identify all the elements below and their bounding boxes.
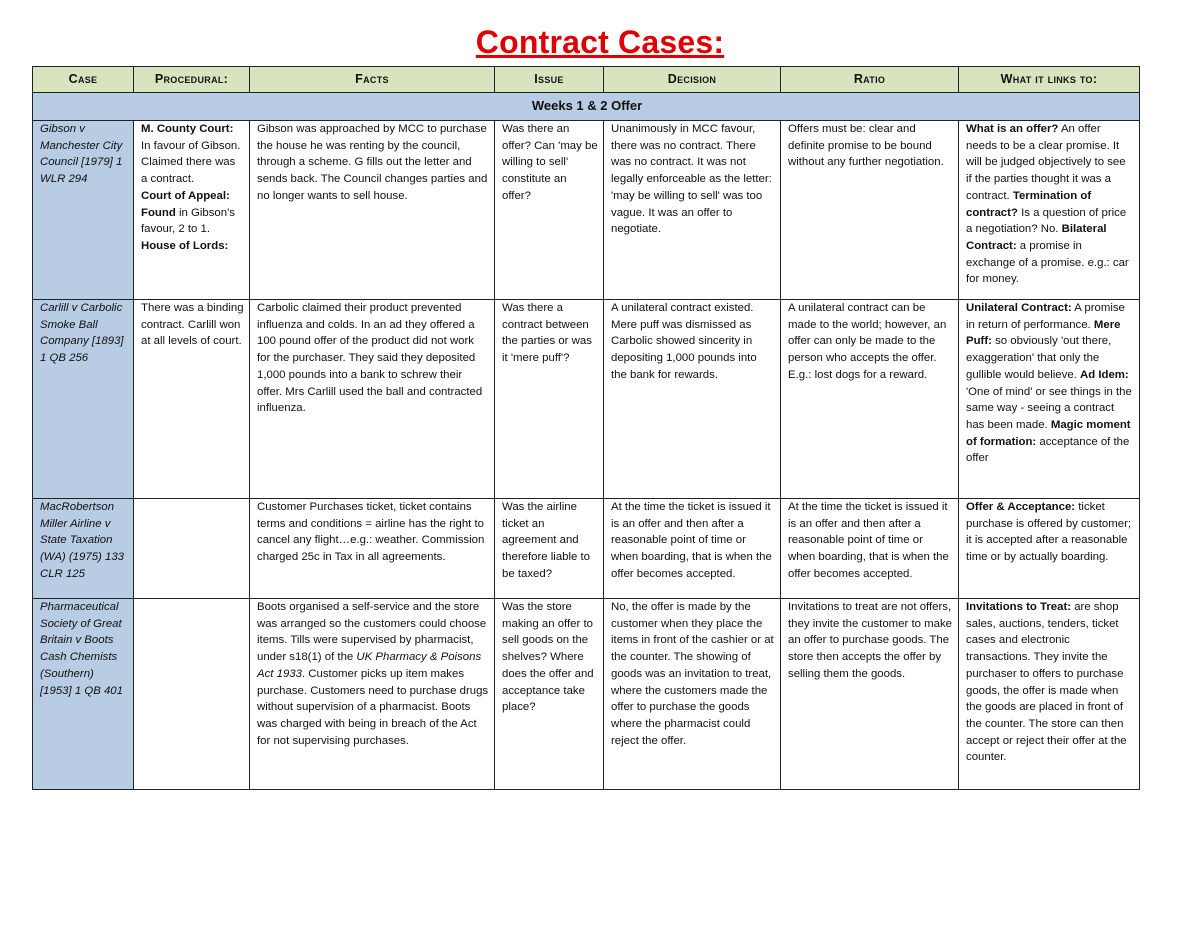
case-cell: Pharmaceutical Society of Great Britain v Boots Cash Chemists (Southern) [1953] 1 QB 401 [33,599,134,790]
case-cell: MacRobertson Miller Airline v State Taxation (WA) (1975) 133 CLR 125 [33,499,134,599]
procedural-emphasis: Found [141,206,176,219]
links-heading: What is an offer? [966,123,1059,135]
facts-cell: Carbolic claimed their product prevented influenza and colds. In an ad they offered a 100 pound offer of the product did not work for the purchaser. They said they deposited 1,000 pounds into a bank to schrew their offer. Mrs Carlill used the ball and contracted influenza. [250,300,495,499]
issue-cell: Was the store making an offer to sell goods on the shelves? Where does the offer and acceptance take place? [495,599,604,790]
contract-cases-table [32,66,1140,790]
decision-cell: A unilateral contract existed. Mere puff was dismissed as Carbolic showed sincerity in depositing 1,000 pounds into the bank for rewards. [604,300,781,499]
links-heading: Bilateral Contract: [966,223,1107,252]
links-text: acceptance of the offer [966,435,1130,465]
header-links: What it links to: [959,67,1140,93]
header-ratio: Ratio [781,67,959,93]
table-row [33,599,1140,790]
links-text: Is a question of price a negotiation? No. [966,206,1127,236]
case-cell: Gibson v Manchester City Council [1979] 1 WLR 294 [33,121,134,300]
decision-cell: No, the offer is made by the customer when they place the items in front of the cashier or at the counter. The showing of goods was an invitation to treat, where the customers made the offer to purchase the goods where the pharmacist could reject the offer. [604,599,781,790]
procedural-cell [134,121,250,300]
links-heading: Invitations to Treat: [966,601,1072,613]
header-decision: Decision [604,67,781,93]
decision-cell: At the time the ticket is issued it is an offer and then after a reasonable point of time or when boarding, that is when the offer becomes accepted. [604,499,781,599]
links-text: ticket purchase is offered by customer; it is accepted after a reasonable time or by actually boarding. [966,501,1132,564]
header-row [33,67,1140,93]
links-heading: Ad Idem: [1079,368,1129,381]
ratio-cell: A unilateral contract can be made to the world; however, an offer can only be made to the person who accepts the offer. E.g.: lost dogs for a reward. [781,300,959,499]
procedural-text: in Gibson's favour, 2 to 1. [141,206,235,236]
links-heading: Offer & Acceptance: [966,501,1076,513]
procedural-text: In favour of Gibson. Claimed there was a contract. [141,139,241,186]
procedural-cell: There was a binding contract. Carlill won at all levels of court. [134,300,250,499]
table-row [33,300,1140,499]
case-cell: Carlill v Carbolic Smoke Ball Company [1893] 1 QB 256 [33,300,134,499]
table-row [33,121,1140,300]
links-cell [959,300,1140,499]
links-cell [959,499,1140,599]
procedural-cell [134,499,250,599]
links-text: so obviously 'out there, exaggeration' that only the gullible would believe. [966,335,1112,381]
ratio-cell: At the time the ticket is issued it is an offer and then after a reasonable point of time or when boarding, that is when the offer becomes accepted. [781,499,959,599]
page-title: Contract Cases: [475,24,725,60]
decision-cell: Unanimously in MCC favour, there was no contract. There was no contract. It was not legally enforceable as the letter: 'may be willing to sell' was too vague. It was an offer to negotiate. [604,121,781,300]
facts-text: Boots organised a self-service and the store was arranged so the customers could choose items. Tills were supervised by pharmacist, under s18(1) of the [257,601,487,664]
links-text: are shop sales, auctions, tenders, ticket cases and electronic transactions. They invite the purchaser to offers to purchase goods, the offer is made when the goods are placed in front of the counter. The store can then accept or reject their offer at the counter. [966,601,1127,764]
links-text: 'One of mind' or see things in the same way - seeing a contract has been made. [966,385,1132,431]
header-case: Case [33,67,134,93]
table-row [33,499,1140,599]
facts-cell [250,599,495,790]
links-text: a promise in exchange of a promise. e.g.: car for money. [966,239,1129,286]
issue-cell: Was the airline ticket an agreement and therefore liable to be taxed? [495,499,604,599]
header-procedural: Procedural: [134,67,250,93]
links-text: A promise in return of performance. [966,302,1125,331]
ratio-cell: Offers must be: clear and definite promise to be bound without any further negotiation. [781,121,959,300]
section-row [33,93,1140,121]
links-cell [959,599,1140,790]
section-title: Weeks 1 & 2 Offer [33,93,1140,121]
issue-cell: Was there an offer? Can 'may be willing to sell' constitute an offer? [495,121,604,300]
header-issue: Issue [495,67,604,93]
procedural-heading: M. County Court: [141,123,234,135]
links-heading: Unilateral Contract: [966,302,1072,314]
procedural-cell [134,599,250,790]
facts-act-title: UK Pharmacy & Poisons Act 1933 [257,651,482,680]
links-heading: Magic moment of formation: [966,418,1131,448]
procedural-heading: Court of Appeal: [141,189,230,202]
facts-text: . Customer picks up item makes purchase. Customers need to purchase drugs without supervision of a pharmacist. Boots was charged with being in breach of the Act for not supervising purchases. [257,667,489,747]
header-facts: Facts [250,67,495,93]
links-cell [959,121,1140,300]
links-text: An offer needs to be a clear promise. It will be judged objectively to see if the parties thought it was a contract. [966,123,1126,202]
ratio-cell: Invitations to treat are not offers, they invite the customer to make an offer to purchase goods. The store then accepts the offer by selling them the goods. [781,599,959,790]
links-heading: Termination of contract? [966,189,1092,219]
procedural-heading: House of Lords: [141,239,229,252]
issue-cell: Was there a contract between the parties or was it 'mere puff'? [495,300,604,499]
links-heading: Mere Puff: [966,318,1121,348]
facts-cell: Customer Purchases ticket, ticket contains terms and conditions = airline has the right to cancel any flight…e.g.: weather. Commission charged 25c in Tax in all agreements. [250,499,495,599]
facts-cell: Gibson was approached by MCC to purchase the house he was renting by the council, through a scheme. G fills out the letter and sends back. The Council changes parties and no longer wants to sell house. [250,121,495,300]
